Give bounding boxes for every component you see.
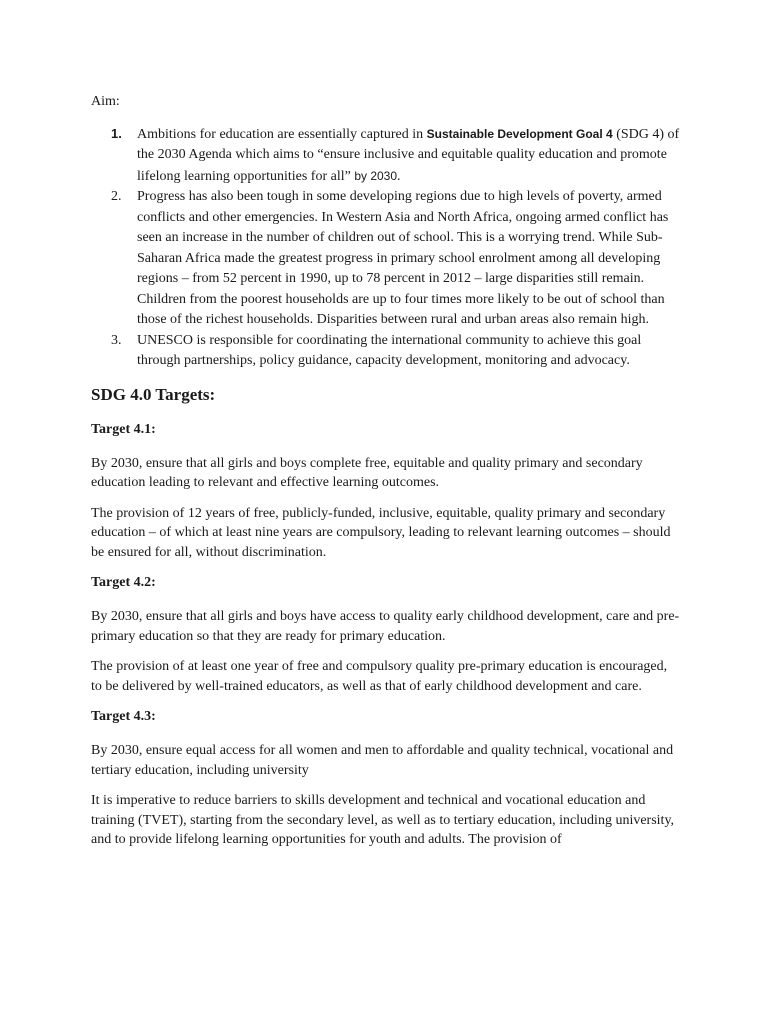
target-paragraph: By 2030, ensure that all girls and boys complete free, equitable and quality primary and secondary education leading to relevant and effective learning outcomes.	[91, 455, 643, 490]
sdg-name: Sustainable Development Goal 4	[426, 126, 613, 141]
aim-item-text: Ambitions for education are essentially captured in	[137, 126, 427, 142]
aim-item-number: 3.	[111, 332, 122, 348]
target-paragraph: The provision of at least one year of free and compulsory quality pre-primary education is encouraged, to be delivered by well-trained educators, as well as that of early childhood development and care.	[91, 659, 668, 694]
aim-list	[91, 124, 681, 372]
section-title: SDG 4.0 Targets:	[91, 384, 216, 404]
target-paragraph: By 2030, ensure that all girls and boys have access to quality early childhood development, care and pre-primary education so that they are ready for primary education.	[91, 609, 680, 644]
by-year: by 2030	[354, 168, 398, 183]
aim-label: Aim:	[91, 94, 120, 109]
target-heading: Target 4.2:	[91, 575, 156, 590]
target-paragraph: The provision of 12 years of free, publicly-funded, inclusive, equitable, quality primary and secondary education – of which at least nine years are compulsory, leading to relevant learning outcomes – should be ensured for all, without discrimination.	[91, 505, 671, 560]
aim-item-1	[91, 124, 681, 188]
aim-item-number: 2.	[111, 189, 122, 204]
target-paragraph: By 2030, ensure equal access for all women and men to affordable and quality technical, vocational and tertiary education, including university	[91, 743, 674, 778]
aim-item-2	[91, 187, 681, 331]
aim-item-text: (SDG 4) of the 2030 Agenda which aims to “ensure inclusive and equitable quality education and promote lifelong learning opportunities for all”	[137, 126, 680, 184]
aim-item-text: .	[397, 168, 401, 184]
aim-item-text: UNESCO is responsible for coordinating the international community to achieve this goal through partnerships, policy guidance, capacity development, monitoring and advocacy.	[137, 332, 642, 368]
target-paragraph: It is imperative to reduce barriers to skills development and technical and vocational education and training (TVET), starting from the secondary level, as well as to tertiary education, including university, and to provide lifelong learning opportunities for youth and adults. The provision of	[91, 793, 675, 847]
aim-item-text: Progress has also been tough in some developing regions due to high levels of poverty, armed conflicts and other emergencies. In Western Asia and North Africa, ongoing armed conflict has seen an increase in the number of children out of school. This is a worrying trend. While Sub-Saharan Africa made the greatest progress in primary school enrolment among all developing regions – from 52 percent in 1990, up to 78 percent in 2012 – large disparities still remain. Children from the poorest households are up to four times more likely to be out of school than those of the richest households. Disparities between rural and urban areas also remain high.	[137, 189, 669, 327]
document-content	[91, 92, 681, 861]
target-heading: Target 4.1:	[91, 421, 156, 437]
target-heading: Target 4.3:	[91, 709, 156, 724]
aim-item-number: 1.	[111, 125, 122, 141]
aim-item-3	[91, 331, 681, 372]
